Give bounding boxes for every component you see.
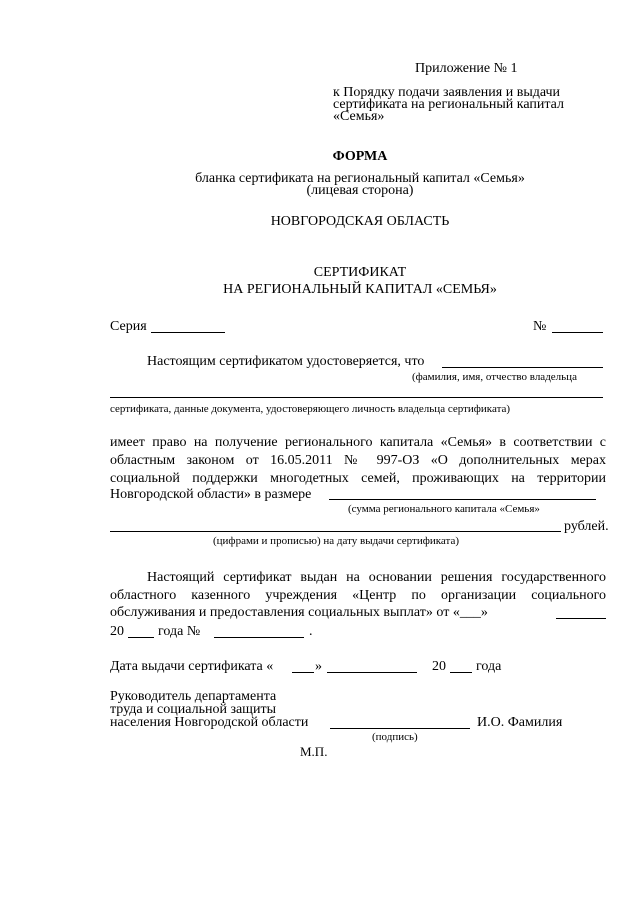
amount-hint-2: (цифрами и прописью) на дату выдачи сертификата)	[213, 535, 460, 547]
issue-year-prefix: 20	[432, 659, 446, 674]
stamp-place: М.П.	[300, 744, 328, 759]
issue-day-line	[292, 672, 314, 673]
form-side: (лицевая сторона)	[306, 183, 414, 198]
number-field-line	[552, 332, 603, 333]
decision-year-line	[128, 637, 154, 638]
issued-line-2: областного казенного учреждения «Центр по организации социального	[110, 588, 606, 603]
owner-field-line	[442, 367, 603, 368]
decision-date-line	[556, 618, 606, 619]
signature-line	[330, 728, 470, 729]
rubles-label: рублей.	[564, 519, 609, 534]
issue-year-line	[450, 672, 472, 673]
appendix-line-3: «Семья»	[333, 109, 385, 124]
amount-prefix: Новгородской области» в размере	[110, 487, 312, 502]
issued-line-3: обслуживания и предоставления социальных выплат» от «___»	[110, 605, 488, 620]
rights-line-1: имеет право на получение регионального капитала «Семья» в соответствии с	[110, 435, 606, 450]
decision-number-line	[214, 637, 304, 638]
appendix-line-1: к Порядку подачи заявления и выдачи	[333, 85, 561, 100]
amount-hint: (сумма регионального капитала «Семья»	[348, 503, 540, 515]
form-heading: ФОРМА	[332, 149, 388, 164]
signature-hint: (подпись)	[372, 731, 418, 743]
owner-hint-1: (фамилия, имя, отчество владельца	[412, 371, 577, 383]
issue-month-line	[327, 672, 417, 673]
appendix-line-2: сертификата на региональный капитал	[333, 97, 564, 112]
number-label: №	[533, 319, 547, 334]
certificate-title-line1: СЕРТИФИКАТ	[313, 265, 407, 280]
signer-line-3: населения Новгородской области	[110, 715, 309, 730]
series-field-line	[151, 332, 225, 333]
appendix-title: Приложение № 1	[415, 61, 518, 76]
decision-end: .	[309, 624, 313, 639]
issue-quote-close: »	[315, 659, 322, 674]
issue-year-word: года	[476, 659, 502, 674]
form-subtitle: бланка сертификата на региональный капитал «Семья»	[195, 171, 525, 186]
decision-year-prefix: 20	[110, 624, 124, 639]
rights-line-2: областным законом от 16.05.2011 № 997-ОЗ «О дополнительных мерах	[110, 453, 606, 468]
owner-hint-2: сертификата, данные документа, удостоверяющего личность владельца сертификата)	[110, 403, 511, 415]
certify-text: Настоящим сертификатом удостоверяется, что	[147, 354, 425, 369]
series-label: Серия	[110, 319, 147, 334]
owner-field-line-2	[110, 397, 603, 398]
region-title: НОВГОРОДСКАЯ ОБЛАСТЬ	[270, 214, 450, 229]
rights-line-3: социальной поддержки многодетных семей, проживающих на территории	[110, 471, 606, 486]
certificate-title-line2: НА РЕГИОНАЛЬНЫЙ КАПИТАЛ «СЕМЬЯ»	[223, 282, 497, 297]
amount-words-line	[110, 531, 561, 532]
signer-name: И.О. Фамилия	[477, 715, 563, 730]
signer-line-1: Руководитель департамента	[110, 689, 277, 704]
issue-date-label: Дата выдачи сертификата «	[110, 659, 274, 674]
decision-number-label: года №	[158, 624, 201, 639]
amount-field-line	[329, 499, 596, 500]
signer-line-2: труда и социальной защиты	[110, 702, 276, 717]
issued-line-1: Настоящий сертификат выдан на основании решения государственного	[147, 570, 606, 585]
